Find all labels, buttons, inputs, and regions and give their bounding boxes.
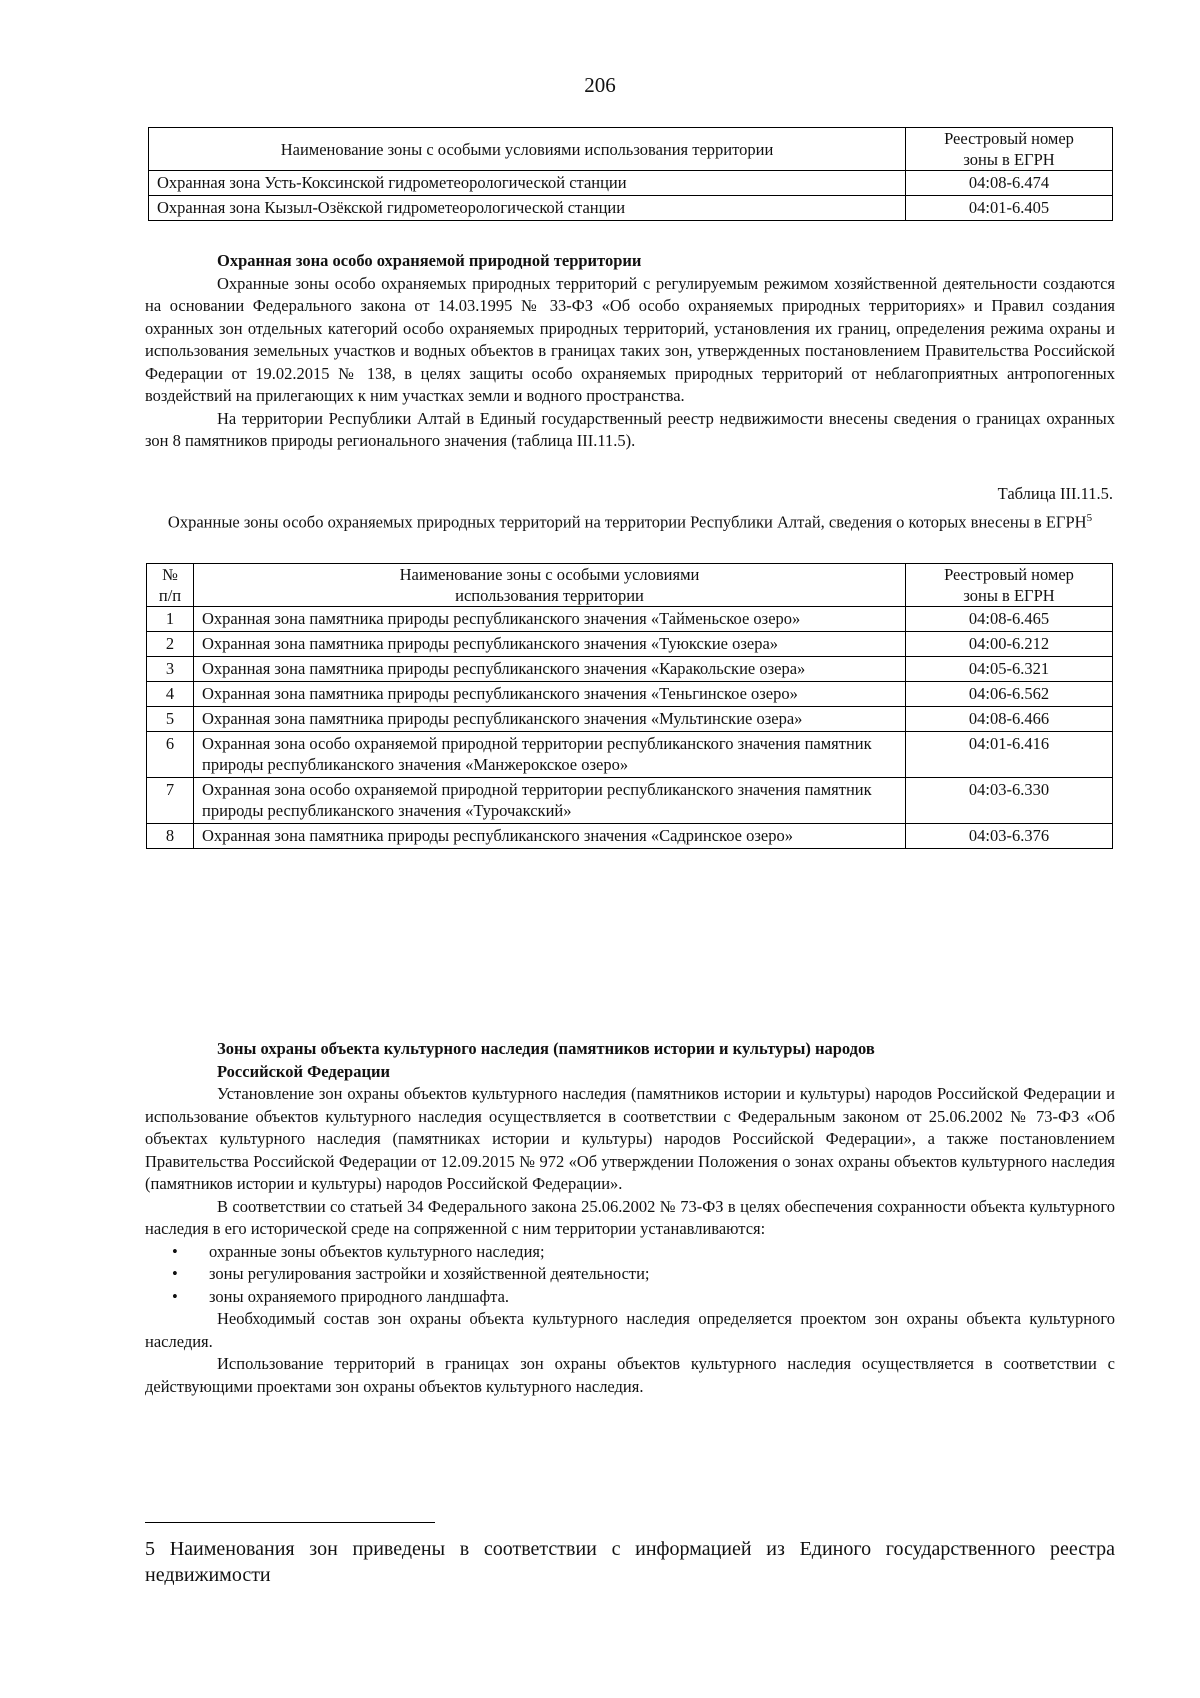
section-heading: Охранная зона особо охраняемой природной территории <box>217 251 642 270</box>
table-row <box>147 732 1113 778</box>
footnote-separator <box>145 1522 435 1523</box>
registry-number-cell: 04:03-6.376 <box>906 824 1113 849</box>
header-number-line1: № <box>162 565 178 584</box>
row-number-cell: 7 <box>147 778 194 824</box>
list-item: • зоны регулирования застройки и хозяйственной деятельности; <box>145 1263 1115 1286</box>
row-number-cell: 6 <box>147 732 194 778</box>
header-registry-number <box>906 564 1113 607</box>
table-row <box>147 657 1113 682</box>
registry-number-cell: 04:00-6.212 <box>906 632 1113 657</box>
header-name-line1: Наименование зоны с особыми условиями <box>399 565 700 584</box>
registry-number-cell: 04:03-6.330 <box>906 778 1113 824</box>
table-caption-text: Охранные зоны особо охраняемых природных территорий на территории Республики Алтай, сведения о которых внесены в ЕГРН <box>167 512 1087 532</box>
zone-name-cell: Охранная зона особо охраняемой природной территории республиканского значения памятник природы республиканского значения «Турочакский» <box>194 778 906 824</box>
protected-areas-table <box>146 563 1113 849</box>
header-name-line2: использования территории <box>455 586 644 605</box>
registry-number-cell: 04:08-6.466 <box>906 707 1113 732</box>
table-label: Таблица III.11.5. <box>997 484 1113 503</box>
list-item: • зоны охраняемого природного ландшафта. <box>145 1286 1115 1309</box>
row-number-cell: 2 <box>147 632 194 657</box>
registry-number-cell: 04:06-6.562 <box>906 682 1113 707</box>
zone-name-cell: Охранная зона памятника природы республиканского значения «Каракольские озера» <box>194 657 906 682</box>
header-registry-number <box>906 128 1113 171</box>
paragraph: Использование территорий в границах зон охраны объектов культурного наследия осуществляется в соответствии с действующими проектами зон охраны объектов культурного наследия. <box>145 1354 1115 1396</box>
table-row <box>147 707 1113 732</box>
section-cultural-heritage <box>145 1038 1115 1398</box>
section-protected-areas <box>145 250 1115 453</box>
table-row <box>147 778 1113 824</box>
table-caption <box>160 507 1100 534</box>
zone-name-cell: Охранная зона памятника природы республиканского значения «Тайменьское озеро» <box>194 607 906 632</box>
registry-number-cell: 04:01-6.416 <box>906 732 1113 778</box>
paragraph: Необходимый состав зон охраны объекта культурного наследия определяется проектом зон охраны объекта культурного наследия. <box>145 1309 1115 1351</box>
table-header-row <box>147 564 1113 607</box>
registry-number-cell: 04:05-6.321 <box>906 657 1113 682</box>
row-number-cell: 5 <box>147 707 194 732</box>
header-registry-line2: зоны в ЕГРН <box>963 586 1055 605</box>
section-heading-line2: Российской Федерации <box>217 1061 390 1081</box>
zone-name-cell: Охранная зона памятника природы республиканского значения «Теньгинское озеро» <box>194 682 906 707</box>
zone-name-cell: Охранная зона особо охраняемой природной территории республиканского значения памятник природы республиканского значения «Манжерокское озеро» <box>194 732 906 778</box>
zone-name-cell: Охранная зона памятника природы республиканского значения «Мультинские озера» <box>194 707 906 732</box>
paragraph: В соответствии со статьей 34 Федерального закона 25.06.2002 № 73-ФЗ в целях обеспечения сохранности объекта культурного наследия в его исторической среде на сопряженной с ним территории устанавливаются: <box>145 1196 1115 1238</box>
header-zone-name: Наименование зоны с особыми условиями использования территории <box>149 128 906 171</box>
row-number-cell: 4 <box>147 682 194 707</box>
zone-name-cell: Охранная зона памятника природы республиканского значения «Туюкские озера» <box>194 632 906 657</box>
paragraph: Установление зон охраны объектов культурного наследия (памятников истории и культуры) народов Российской Федерации и использование объектов культурного наследия осуществляется в соответствии с Федеральным законом от 25.06.2002 № 73-ФЗ «Об объектах культурного наследия (памятниках истории и культуры) народов Российской Федерации», а также постановлением Правительства Российской Федерации от 12.09.2015 № 972 «Об утверждении Положения о зонах охраны объектов культурного наследия (памятников истории и культуры) народов Российской Федерации». <box>145 1084 1115 1193</box>
table-row <box>147 824 1113 849</box>
registry-number-cell: 04:08-6.474 <box>906 171 1113 196</box>
zone-name-cell: Охранная зона Усть-Коксинской гидрометеорологической станции <box>149 171 906 196</box>
table-row <box>149 171 1113 196</box>
page-number: 206 <box>584 73 616 97</box>
header-zone-name <box>194 564 906 607</box>
header-number <box>147 564 194 607</box>
paragraph: Охранные зоны особо охраняемых природных территорий с регулируемым режимом хозяйственной деятельности создаются на основании Федерального закона от 14.03.1995 № 33-ФЗ «Об особо охраняемых природных территориях» и Правил создания охранных зон отдельных категорий особо охраняемых природных территорий, установления их границ, определения режима охраны и использования земельных участков и водных объектов в границах таких зон, утвержденных постановлением Правительства Российской Федерации от 19.02.2015 № 138, в целях защиты особо охраняемых природных территорий от неблагоприятных антропогенных воздействий на прилегающих к ним участках земли и водного пространства. <box>145 273 1115 405</box>
bullet-list <box>145 1241 1115 1309</box>
footnote: 5 Наименования зон приведены в соответствии с информацией из Единого государственного реестра недвижимости <box>145 1538 1115 1586</box>
header-registry-line1: Реестровый номер <box>944 565 1074 584</box>
table-row <box>147 632 1113 657</box>
header-number-line2: п/п <box>158 586 182 605</box>
zone-name-cell: Охранная зона памятника природы республиканского значения «Садринское озеро» <box>194 824 906 849</box>
header-registry-line2: зоны в ЕГРН <box>963 150 1055 169</box>
table-header-row <box>149 128 1113 171</box>
registry-number-cell: 04:01-6.405 <box>906 196 1113 221</box>
section-heading-line1: Зоны охраны объекта культурного наследия (памятников истории и культуры) народов <box>217 1039 875 1058</box>
registry-number-cell: 04:08-6.465 <box>906 607 1113 632</box>
table-row <box>149 196 1113 221</box>
table-row <box>147 607 1113 632</box>
row-number-cell: 1 <box>147 607 194 632</box>
table-row <box>147 682 1113 707</box>
row-number-cell: 8 <box>147 824 194 849</box>
row-number-cell: 3 <box>147 657 194 682</box>
list-item: • охранные зоны объектов культурного наследия; <box>145 1241 1115 1264</box>
footnote-ref: 5 <box>1086 512 1093 524</box>
paragraph: На территории Республики Алтай в Единый государственный реестр недвижимости внесены сведения о границах охранных зон 8 памятников природы регионального значения (таблица III.11.5). <box>145 408 1115 450</box>
header-registry-line1: Реестровый номер <box>944 129 1074 148</box>
zone-name-cell: Охранная зона Кызыл-Озёкской гидрометеорологической станции <box>149 196 906 221</box>
zones-table-top <box>148 127 1113 221</box>
